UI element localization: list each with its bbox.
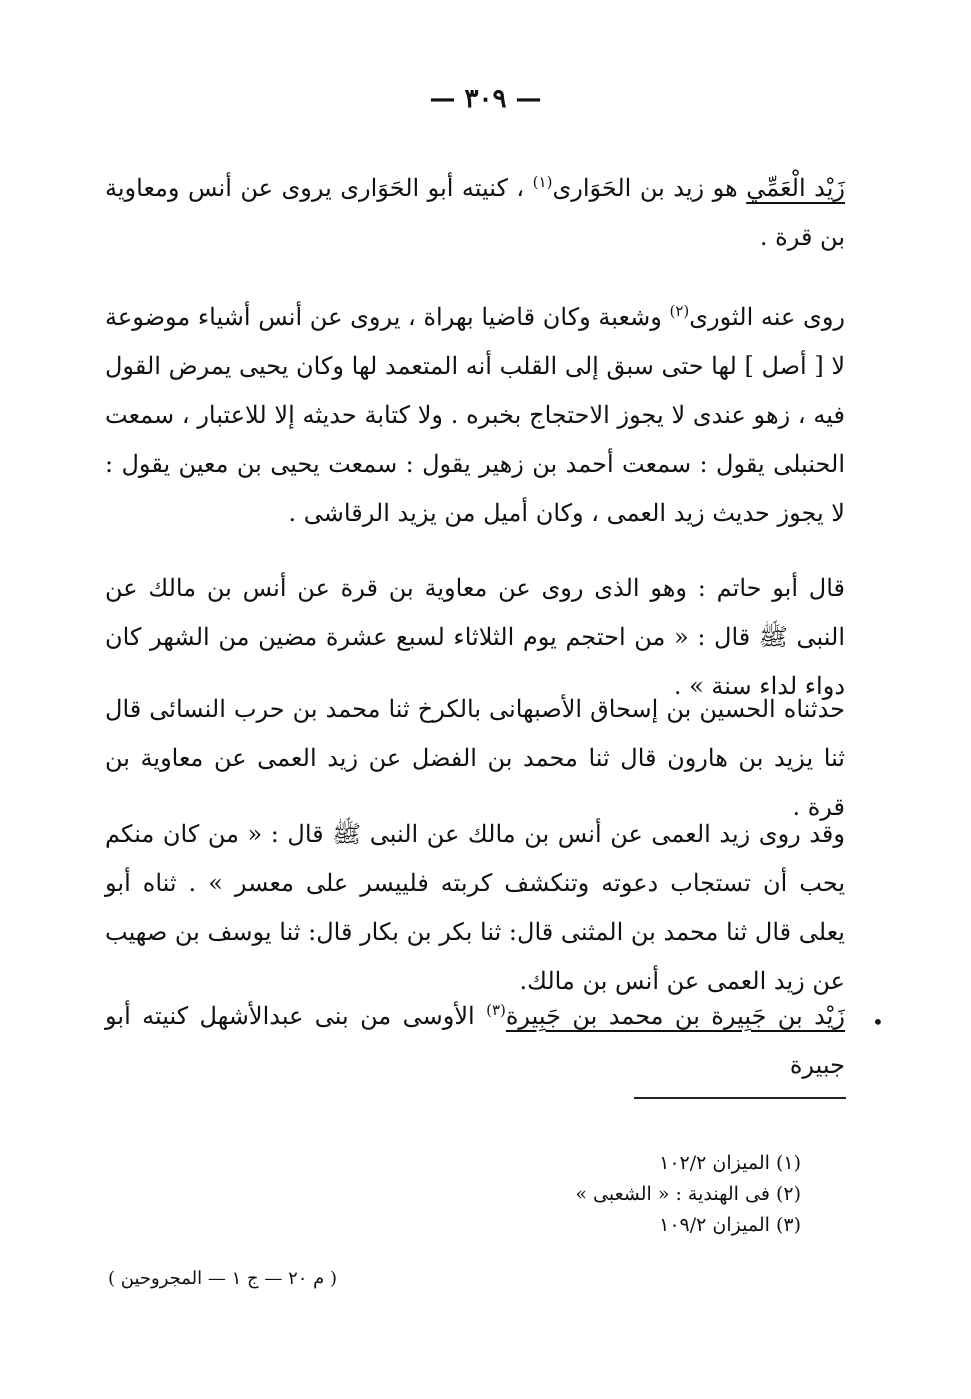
paragraph-text-continued: وشعبة وكان قاضيا بهراة ، يروى عن أنس أشياء موضوعة لا [ أصل ] لها حتى سبق إلى القلب أنه المتعمد لها وكان يحيى يمرض القول فيه ، زهو عندى لا يجوز الاحتجاج بخبره . ولا كتابة حديثه إلا للاعتبار ، سمعت الحنبلى يقول : سمعت أحمد بن زهير يقول : سمعت يحيى بن معين يقول : لا يجوز حديث زيد العمى ، وكان أميل من يزيد الرقاشى . xyxy=(104,303,845,527)
footnote-2: (٢) فى الهندية : « الشعبى » xyxy=(575,1183,801,1205)
footnotes xyxy=(575,1148,801,1241)
entry-text-continued: الأوسى من بنى عبدالأشهل كنيته أبو جبيرة xyxy=(105,1002,845,1079)
footnote-ref: (٢) xyxy=(669,302,690,320)
entry-text: هو زيد بن الحَوَارى xyxy=(552,174,747,202)
entry-zayd-al-ammi xyxy=(105,164,845,262)
entry-heading: زَيْد بن جَبِيرة بن محمد بن جَبِيرة xyxy=(505,1002,845,1030)
paragraph-text: قال أبو حاتم : وهو الذى روى عن معاوية بن قرة عن أنس بن مالك عن النبى ﷺ قال : « من احتجم يوم الثلاثاء لسبع عشرة مضين من الشهر كان دواء لداء سنة » . xyxy=(105,574,845,700)
entry-text-continued: ، كنيته أبو الحَوَارى يروى عن أنس ومعاوية بن قرة . xyxy=(105,174,845,251)
footnote-1: (١) الميزان ١٠٢/٢ xyxy=(659,1152,801,1174)
footnote-3: (٣) الميزان ١٠٩/٢ xyxy=(659,1214,801,1236)
paragraph-narrators xyxy=(105,293,845,538)
print-signature: ( م ٢٠ — ج ١ — المجروحين ) xyxy=(108,1268,338,1289)
margin-dot: • xyxy=(872,1010,884,1034)
paragraph-text: وقد روى زيد العمى عن أنس بن مالك عن النبى ﷺ قال : « من كان منكم يحب أن تستجاب دعوته وتنكشف كربته فلييسر على معسر » . ثناه أبو يعلى قال ثنا محمد بن المثنى قال: ثنا بكر بن بكار قال: ثنا يوسف بن صهيب عن زيد العمى عن أنس بن مالك. xyxy=(105,820,845,995)
footnote-divider xyxy=(634,1097,846,1099)
paragraph-hadith xyxy=(105,810,845,1006)
entry-heading: زَيْد الْعَمِّي xyxy=(746,174,845,202)
paragraph-text: روى عنه الثورى xyxy=(689,303,845,331)
paragraph-text: حدثناه الحسين بن إسحاق الأصبهانى بالكرخ ثنا محمد بن حرب النسائى قال ثنا يزيد بن هارون قال ثنا محمد بن الفضل عن زيد العمى عن معاوية بن قرة . xyxy=(105,695,845,821)
footnote-ref: (٣) xyxy=(486,1001,506,1019)
footnote-ref: (١) xyxy=(532,173,553,191)
entry-zayd-ibn-jabira xyxy=(105,992,845,1090)
page-number: — ٣٠٩ — xyxy=(429,84,542,114)
